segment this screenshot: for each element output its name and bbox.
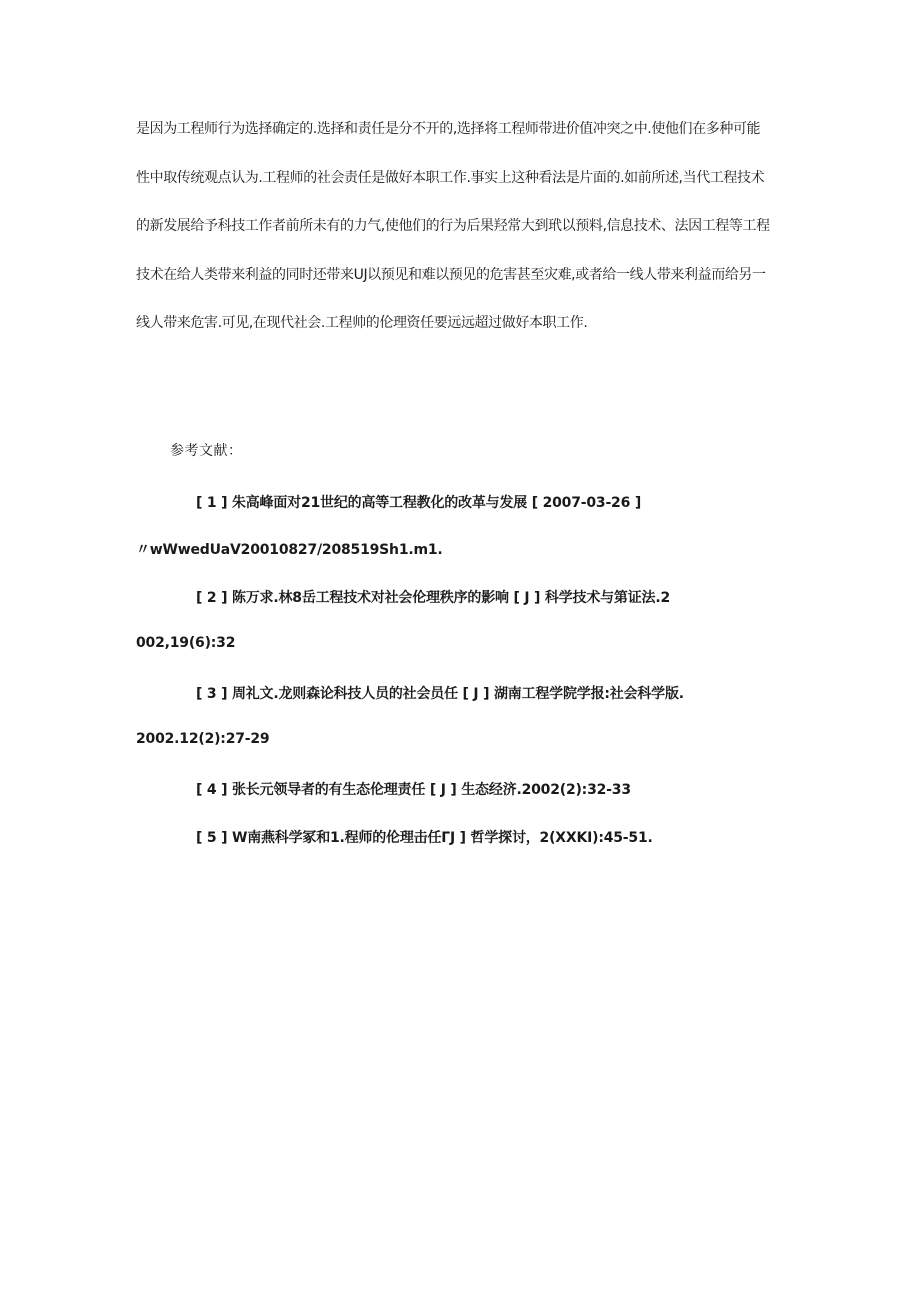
reference-entry-1: [ 1 ] 朱高峰面对21世纪的高等工程教化的改革与发展 [ 2007-03-26 ] xyxy=(196,495,642,511)
reference-entry-3: [ 3 ] 周礼文.龙则森论科技人员的社会员任 [ J ] 湖南工程学院学报:社会科学版. xyxy=(196,686,684,702)
body-paragraph xyxy=(136,105,796,348)
reference-entry-2-continuation: 002,19(6):32 xyxy=(136,635,236,651)
body-line: 技术在给人类带来利益的同时还带来UJ以预见和难以预见的危害甚至灾难,或者给一线人带来利益而给另一 xyxy=(136,266,766,283)
reference-entry-3-continuation: 2002.12(2):27-29 xyxy=(136,731,270,747)
reference-entry-4: [ 4 ] 张长元领导者的有生态伦理责任 [ J ] 生态经济.2002(2):32-33 xyxy=(196,782,631,798)
body-line: 线人带来危害.可见,在现代社会.工程帅的伦理资任要远远超过做好本职工作. xyxy=(136,315,588,331)
reference-entry-5: [ 5 ] W南燕科学冢和1.程师的伦理击任ΓJ ] 哲学探讨，2(XXKI):45-51. xyxy=(196,830,653,846)
reference-entry-1-continuation: 〃wWwedUaV20010827/208519Sh1.m1. xyxy=(136,542,443,558)
body-line: 的新发展给予科技工作者前所未有的力气,使他们的行为后果羟常大到玳以预料,信息技术、法因工程等工程 xyxy=(136,218,770,234)
body-line: 性中取传统观点认为.工程师的社会责任是做好本职工作.事实上这种看法是片面的.如前所述,当代工程技术 xyxy=(136,169,765,186)
body-line: 是因为工程师行为选择确定的.选择和责任是分不开的,选择将工程师带进价值冲突之中.使他们在多种可能 xyxy=(136,121,761,137)
reference-entry-2: [ 2 ] 陈万求.林8岳工程技术对社会伦理秩序的影响 [ J ] 科学技术与第证法.2 xyxy=(196,590,670,606)
references-heading: 参考文献： xyxy=(170,443,243,459)
